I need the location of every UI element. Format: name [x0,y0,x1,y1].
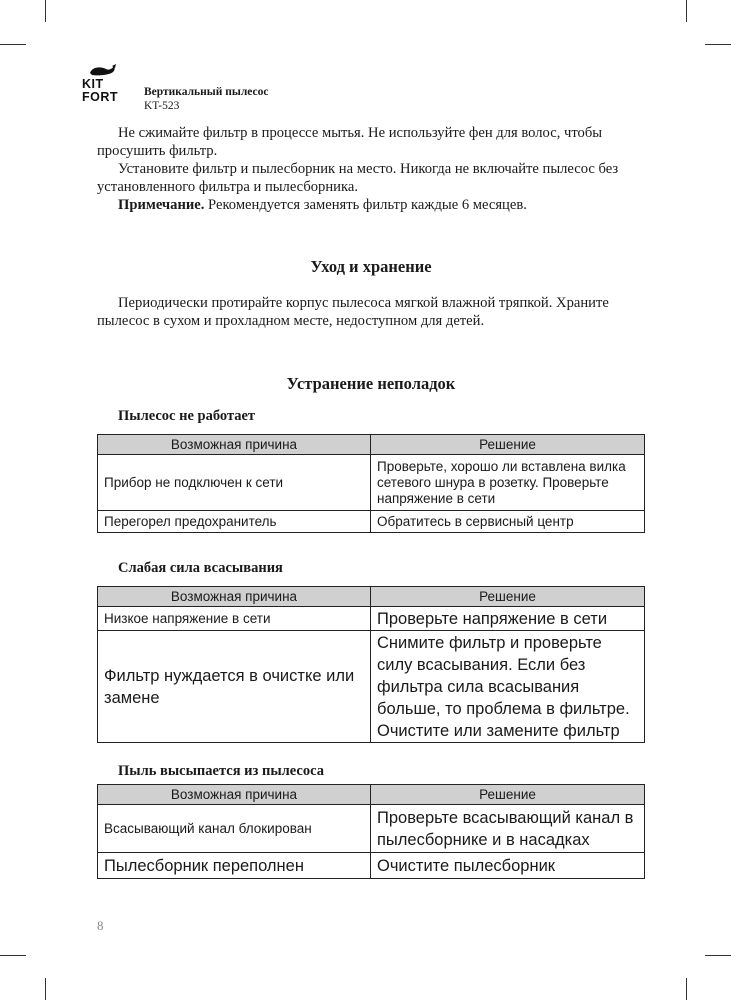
solution-cell: Очистите пылесборник [371,853,645,879]
note-text: Рекомендуется заменять фильтр каждые 6 месяцев. [204,197,527,213]
col-header-cause: Возможная причина [98,587,371,607]
solution-cell: Проверьте всасывающий канал в пылесборнике и в насадках [371,805,645,853]
care-heading: Уход и хранение [310,257,432,276]
section-title-not-working: Пылесос не работает [118,408,256,424]
crop-mark [0,44,26,45]
table-row [98,607,645,631]
intro-block [97,124,645,214]
table-row [98,805,645,853]
section-title-weak-suction: Слабая сила всасывания [118,560,283,576]
intro-note [97,196,645,214]
cause-cell: Перегорел предохранитель [98,511,371,533]
crop-mark [705,44,731,45]
cause-cell: Фильтр нуждается в очистке или замене [98,631,371,743]
cause-cell: Прибор не подключен к сети [98,455,371,511]
whale-icon [88,64,118,78]
crop-mark [0,955,26,956]
col-header-cause: Возможная причина [98,435,371,455]
intro-paragraph-1: Не сжимайте фильтр в процессе мытья. Не используйте фен для волос, чтобы просушить фильтр. [97,125,603,159]
table-row [98,853,645,879]
page-number: 8 [97,918,104,933]
solution-cell: Проверьте, хорошо ли вставлена вилка сетевого шнура в розетку. Проверьте напряжение в сети [371,455,645,511]
table-header-row [98,785,645,805]
table-row [98,511,645,533]
header-model: KT-523 [144,100,180,112]
table-row [98,631,645,743]
care-paragraph: Периодически протирайте корпус пылесоса мягкой влажной тряпкой. Храните пылесос в сухом и прохладном месте, недоступном для детей. [97,295,609,329]
solution-cell: Снимите фильтр и проверьте силу всасывания. Если без фильтра сила всасывания больше, то проблема в фильтре. Очистите или замените фильтр [371,631,645,743]
table-dust-leak [97,784,645,879]
intro-paragraph-2: Установите фильтр и пылесборник на место. Никогда не включайте пылесос без установленного фильтра и пылесборника. [97,161,619,195]
col-header-cause: Возможная причина [98,785,371,805]
col-header-solution: Решение [371,785,645,805]
crop-mark [705,955,731,956]
solution-cell: Обратитесь в сервисный центр [371,511,645,533]
cause-cell: Низкое напряжение в сети [98,607,371,631]
table-header-row [98,435,645,455]
col-header-solution: Решение [371,435,645,455]
solution-cell: Проверьте напряжение в сети [371,607,645,631]
cause-cell: Всасывающий канал блокирован [98,805,371,853]
crop-mark [686,978,687,1000]
table-header-row [98,587,645,607]
crop-mark [686,0,687,22]
table-weak-suction [97,586,645,743]
header-product-title: Вертикальный пылесос [144,86,269,98]
table-row [98,455,645,511]
table-not-working [97,434,645,533]
kitfort-logo [82,64,134,110]
cause-cell: Пылесборник переполнен [98,853,371,879]
col-header-solution: Решение [371,587,645,607]
troubleshooting-heading: Устранение неполадок [286,374,456,393]
crop-mark [45,978,46,1000]
note-label: Примечание. [118,197,205,213]
section-title-dust-leak: Пыль высыпается из пылесоса [118,763,324,779]
logo-line-kit: KIT [82,77,104,91]
care-block [97,294,645,330]
logo-line-fort: FORT [82,90,119,104]
crop-mark [45,0,46,22]
